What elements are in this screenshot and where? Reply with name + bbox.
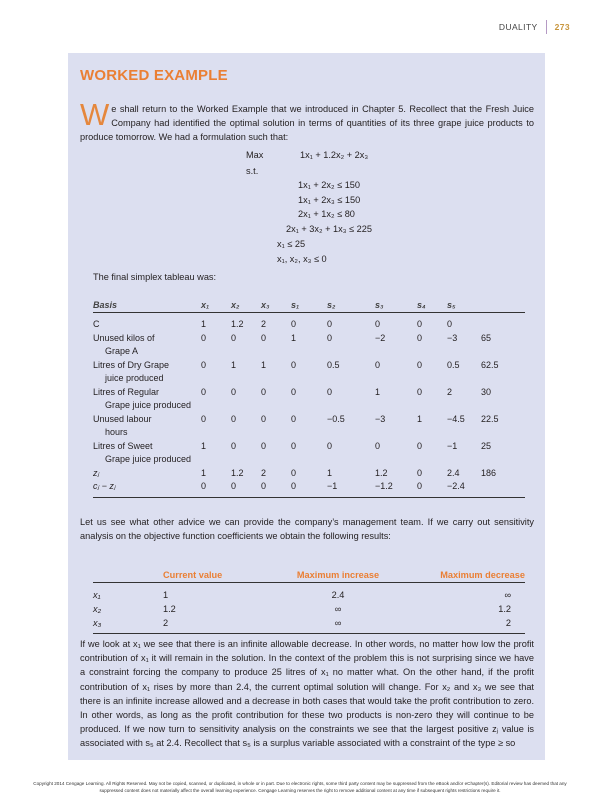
st-label: s.t. (246, 166, 259, 176)
copyright-footer: Copyright 2014 Cengage Learning. All Rights Reserved. May not be copied, scanned, or duplicated, in whole or in part. Due to electronic rights, some third party content may be suppressed from the eBook and/or eChapter(s). Editorial review has deemed that any suppressed content does not materially affect the overall learning experience. Cengage Learning reserves the right to remove additional content at any time if subsequent rights restrictions require it. (33, 781, 567, 793)
tableau-value-cell: 22.5 (481, 413, 499, 424)
tableau-value-cell: −0.5 (327, 413, 345, 424)
tableau-header: x₃ (261, 298, 291, 313)
constraint-6: x₁, x₂, x₃ ≤ 0 (277, 254, 327, 264)
constraint-2: 1x₁ + 2x₃ ≤ 150 (298, 195, 361, 205)
tableau-basis-cell (93, 386, 201, 413)
tableau-value-cell: 0 (447, 319, 453, 329)
tableau-value-cell: 1 (291, 332, 297, 343)
tableau-row (93, 467, 525, 481)
tableau-value-cell: 0 (327, 386, 333, 397)
tableau-value-cell (481, 480, 525, 497)
basis-label: zⱼ (93, 467, 100, 478)
tableau-value-cell: 0 (291, 480, 327, 497)
tableau-value-cell: −1 (327, 480, 375, 497)
tableau-value-cell: 1 (201, 319, 207, 329)
tableau-row (93, 386, 525, 413)
tableau-value-cell: −3 (447, 332, 458, 343)
tableau-basis-cell (93, 467, 201, 481)
tableau-value-cell: 30 (481, 386, 492, 397)
tableau-value-cell: −2.4 (447, 480, 481, 497)
tableau-row (93, 332, 525, 359)
tableau-value-cell: 0 (261, 440, 267, 451)
intro-text: e shall return to the Worked Example that we introduced in Chapter 5. Recollect that the Fresh Juice Company had identified the optimal solution in terms of quantities of its three grape juice products to produce tomorrow. We had a formulation such that: (80, 104, 534, 142)
basis-label: cⱼ − zⱼ (93, 481, 116, 491)
tableau-value-cell: 25 (481, 440, 492, 451)
tableau-value-cell: 0 (417, 440, 423, 451)
tableau-value-cell: 0 (291, 440, 297, 451)
max-label: Max (246, 150, 264, 160)
tableau-value-cell: −2 (375, 332, 386, 343)
tableau-value-cell: −4.5 (447, 413, 465, 424)
sensitivity-header (93, 568, 153, 583)
tableau-value-cell: 0 (231, 480, 261, 497)
basis-label-continuation: juice produced (105, 373, 164, 383)
tableau-header: s₃ (375, 298, 417, 313)
tableau-value-cell: 0 (261, 413, 267, 424)
analysis-paragraph: If we look at x₁ we see that there is an infinite allowable decrease. In other words, no matter how low the profit contribution of x₁ it will remain in the solution. In the context of the problem this is not surprising since we have a constraint forcing the company to produce 25 litres of x₁ no matter what. On the other hand, if the profit contribution of x₁ rises by more than 2.4, the current optimal solution will change. For x₂ and x₃ we see that there is an infinite increase allowed and a decrease in both cases that would take the profit contribution to zero. In other words, as long as the profit contribution for these two products is non-zero they will continue to be produced. If we now turn to sensitivity analysis on the constraints we see that the largest positive zⱼ value is associated with s₅ at 2.4. Recollect that s₅ is a surplus variable associated with a constraint of the type ≥ so (80, 639, 534, 749)
basis-label: Unused labour (93, 413, 152, 424)
tableau-intro: The final simplex tableau was: (93, 272, 217, 282)
basis-label-continuation: Grape juice produced (105, 454, 192, 464)
tableau-value-cell: 0 (417, 332, 423, 343)
basis-label: Litres of Sweet (93, 440, 153, 451)
tableau-value-cell: 1 (261, 359, 267, 370)
objective-function: 1x₁ + 1.2x₂ + 2x₃ (300, 150, 369, 160)
tableau-basis-cell (93, 480, 201, 497)
tableau-value-cell: 0 (261, 386, 267, 397)
tableau-value-cell: 0 (327, 332, 333, 343)
tableau-header (481, 298, 525, 313)
sensitivity-value: 1.2 (163, 604, 176, 614)
tableau-value-cell: 2 (261, 467, 267, 478)
sensitivity-header: Maximum decrease (403, 568, 525, 583)
basis-label: Litres of Dry Grape (93, 359, 170, 370)
tableau-value-cell: 62.5 (481, 359, 499, 370)
tableau-value-cell: 0 (327, 319, 333, 329)
tableau-value-cell: 0 (201, 480, 231, 497)
section-name: DUALITY (499, 20, 547, 34)
sensitivity-row (93, 583, 525, 603)
tableau-value-cell: 186 (481, 467, 497, 478)
tableau-value-cell: 1.2 (375, 467, 388, 478)
tableau-value-cell: 1 (327, 467, 333, 478)
sensitivity-value: 2 (153, 616, 273, 634)
tableau-header: s₄ (417, 298, 447, 313)
tableau-value-cell: 0 (291, 467, 297, 478)
tableau-value-cell: 0 (291, 413, 297, 424)
tableau-value-cell: 1 (231, 359, 237, 370)
tableau-value-cell: 0 (201, 413, 207, 424)
drop-cap: W (80, 97, 110, 132)
tableau-value-cell: 0 (201, 359, 207, 370)
tableau-value-cell: 1.2 (231, 467, 244, 478)
tableau-value-cell: 1 (201, 467, 207, 478)
sensitivity-value: ∞ (273, 616, 403, 634)
tableau-value-cell: 0.5 (447, 359, 460, 370)
basis-label: C (93, 319, 100, 329)
sensitivity-value: ∞ (334, 604, 342, 614)
tableau-value-cell: 0 (261, 480, 291, 497)
constraint-5: x₁ ≤ 25 (277, 239, 306, 249)
tableau-row (93, 413, 525, 440)
tableau-value-cell: −1.2 (375, 480, 417, 497)
tableau-value-cell: −3 (375, 413, 386, 424)
tableau-value-cell: 0 (375, 359, 381, 370)
tableau-value-cell: 2.4 (447, 467, 460, 478)
tableau-value-cell: 0 (201, 332, 207, 343)
page-number: 273 (554, 22, 570, 32)
tableau-header: s₁ (291, 298, 327, 313)
constraint-3: 2x₁ + 1x₂ ≤ 80 (298, 209, 355, 219)
tableau-value-cell: 0 (231, 332, 237, 343)
tableau-value-cell: 65 (481, 332, 492, 343)
constraint-4: 2x₁ + 3x₂ + 1x₃ ≤ 225 (286, 224, 372, 234)
tableau-header: Basis (93, 298, 201, 313)
sensitivity-row (93, 616, 525, 634)
tableau-value-cell: 0 (231, 440, 237, 451)
simplex-tableau (93, 298, 525, 498)
tableau-value-cell: 0 (417, 467, 423, 478)
tableau-value-cell: 1 (201, 440, 207, 451)
tableau-value-cell: 0 (417, 319, 423, 329)
tableau-basis-cell (93, 413, 201, 440)
intro-paragraph (80, 97, 534, 144)
tableau-value-cell: 0 (375, 440, 381, 451)
tableau-header: x₂ (231, 298, 261, 313)
basis-label-continuation: hours (105, 427, 128, 437)
sensitivity-variable: x₁ (93, 590, 101, 600)
sensitivity-variable: x₃ (93, 616, 153, 634)
tableau-value-cell (481, 313, 525, 332)
tableau-header: s₅ (447, 298, 481, 313)
tableau-row (93, 480, 525, 497)
tableau-value-cell: 0 (291, 319, 297, 329)
sensitivity-row (93, 602, 525, 616)
tableau-value-cell: 0 (201, 386, 207, 397)
tableau-header: s₂ (327, 298, 375, 313)
tableau-value-cell: 0 (231, 386, 237, 397)
tableau-value-cell: 0.5 (327, 359, 340, 370)
tableau-value-cell: 0 (417, 386, 423, 397)
sensitivity-intro-paragraph: Let us see what other advice we can provide the company’s management team. If we carry out sensitivity analysis on the objective function coefficients we obtain the following results: (80, 517, 534, 541)
sensitivity-value: 2 (403, 616, 525, 634)
tableau-value-cell: 2 (261, 319, 267, 329)
sensitivity-table (93, 568, 525, 634)
tableau-row (93, 359, 525, 386)
tableau-value-cell: 1.2 (231, 319, 244, 329)
sensitivity-header: Current value (153, 568, 273, 583)
sensitivity-value: ∞ (504, 590, 511, 600)
tableau-row (93, 440, 525, 467)
tableau-basis-cell (93, 440, 201, 467)
sensitivity-value: 2.4 (331, 590, 345, 600)
basis-label-continuation: Grape A (105, 346, 139, 356)
running-header (499, 20, 570, 34)
basis-label-continuation: Grape juice produced (105, 400, 192, 410)
tableau-header: x₁ (201, 298, 231, 313)
section-title: WORKED EXAMPLE (80, 67, 228, 84)
basis-label: Litres of Regular (93, 386, 160, 397)
tableau-value-cell: 2 (447, 386, 453, 397)
tableau-basis-cell (93, 313, 201, 332)
tableau-value-cell: 0 (291, 359, 297, 370)
tableau-value-cell: 1 (417, 413, 423, 424)
tableau-basis-cell (93, 332, 201, 359)
sensitivity-variable: x₂ (93, 604, 102, 614)
sensitivity-value: 1.2 (498, 604, 511, 614)
tableau-value-cell: 0 (231, 413, 237, 424)
tableau-value-cell: 0 (291, 386, 297, 397)
tableau-value-cell: −1 (447, 440, 458, 451)
tableau-basis-cell (93, 359, 201, 386)
tableau-value-cell: 0 (417, 359, 423, 370)
sensitivity-value: 1 (163, 590, 169, 600)
tableau-value-cell: 0 (375, 319, 381, 329)
tableau-value-cell: 1 (375, 386, 381, 397)
sensitivity-header: Maximum increase (273, 568, 403, 583)
tableau-value-cell: 0 (327, 440, 333, 451)
constraint-1: 1x₁ + 2x₂ ≤ 150 (298, 180, 361, 190)
tableau-value-cell: 0 (261, 332, 267, 343)
basis-label: Unused kilos of (93, 332, 155, 343)
tableau-value-cell: 0 (417, 480, 447, 497)
tableau-row (93, 313, 525, 332)
